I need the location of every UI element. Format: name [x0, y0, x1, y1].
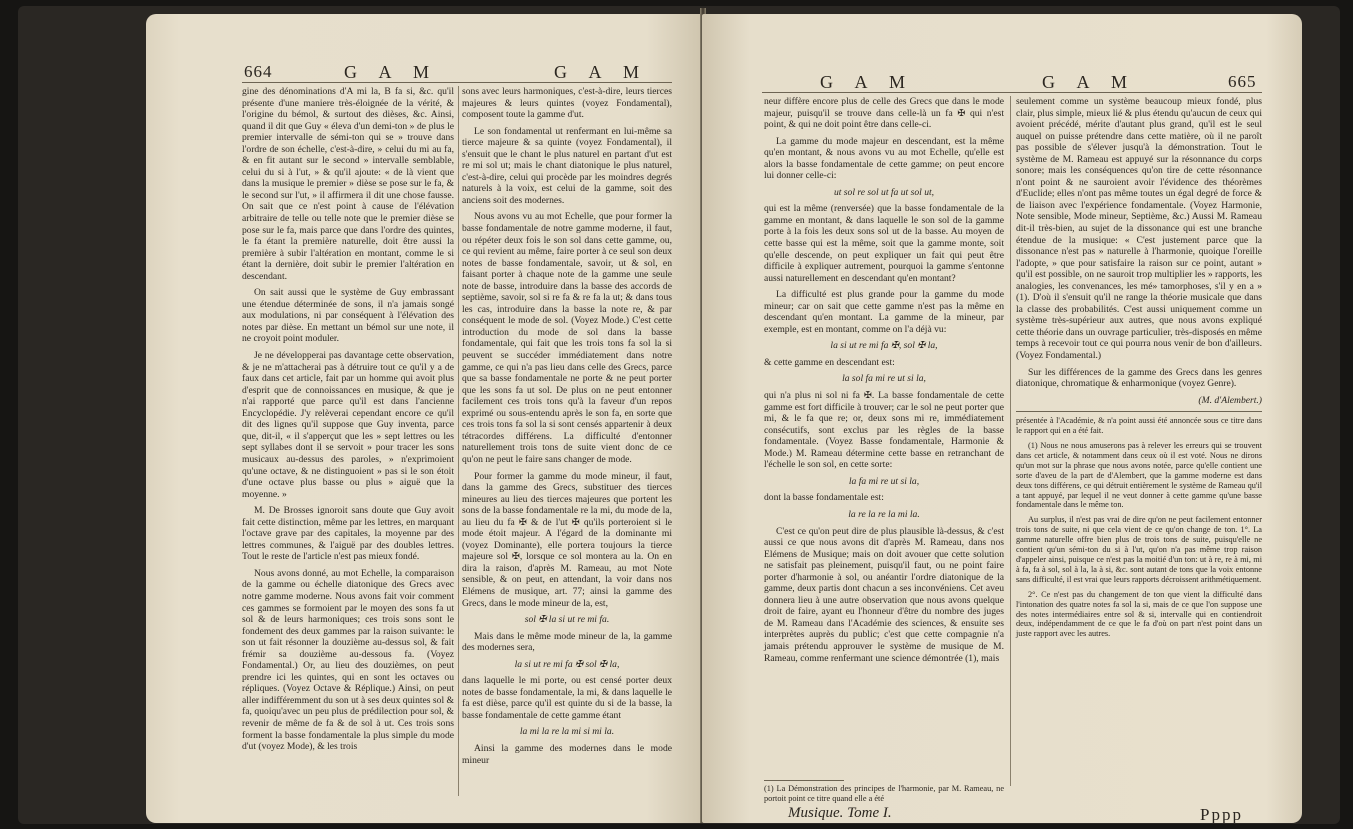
footnote: (1) La Démonstration des principes de l'harmonie, par M. Rameau, ne portoit point ce titre quand elle a été: [764, 784, 1004, 803]
music-notation: sol ✠ la si ut re mi fa.: [524, 614, 610, 626]
note-paragraph: présentée à l'Académie, & n'a point aussi été annoncée sous ce titre dans le rapport qui en a été fait.: [1016, 416, 1262, 436]
paragraph: gine des dénominations d'A mi la, B fa si, &c. qu'il présente d'une maniere très-éloignée de la vérité, & l'origine du bémol, & surtout des dièses, &c. Ainsi, quand il dit que Guy « éleva d'un demi-ton » de plus le premier intervalle de sémi-ton qui se » trouve dans l'ordre de son échelle, c'est-à-dire, » celui du mi au fa, & en fit autant sur le second » intervalle semblable, celui du si à l'ut, » & qu'il ajoute: « de là vient que dans la musique le premier » dièse se pose sur le fa, & le second sur l'ut, » il affirmera il dit une chose fausse. On sait que ce n'est point à cause de l'élévation arbitraire de telle ou telle note que le premier dièse se pose sur le fa, mais parce que dans l'ordre des quintes, le fa étant la première naturelle, doit être aussi la première à subir l'altération en montant, comme le si étant la dernière, doit subir le premier l'altération en descendant.: [242, 86, 454, 282]
left-page: [146, 14, 702, 823]
column-right: [462, 86, 672, 771]
music-notation: la si ut re mi fa ✠ sol ✠ la,: [514, 658, 620, 670]
paragraph: Nous avons donné, au mot Echelle, la comparaison de la gamme ou échelle diatonique des Grecs avec notre gamme moderne. Nous avons fait voir comment ces gammes se formoient par le moyen des sons fa ut sol & de leurs harmoniques; ces trois sons sont le fondement des deux gammes par la raison suivante: le son ut fait résonner la douzième au-dessus sol, & fait frémir sa douzième au-dessous fa. (Voyez Fondamental.) Or, au lieu des douzièmes, on peut prendre ici les quintes, qui en sont les octaves ou répliques. (Voyez Octave & Réplique.) Ainsi, on peut aller indifféremment du son ut à ses deux quintes sol & fa, quoiqu'avec un peu plus de prédilection pour sol, & revenir de même de fa & de sol à ut. Ces trois sons forment la basse fondamentale la plus simple du mode d'ut (voyez Mode), & les trois: [242, 567, 454, 753]
paragraph: Mais dans le même mode mineur de la, la gamme des modernes sera,: [462, 630, 672, 654]
paragraph: neur diffère encore plus de celle des Grecs que dans le mode majeur, puisqu'il se trouve dans celle-là un fa ✠ qui n'est point, & qui ne doit point être dans celle-ci.: [764, 96, 1004, 131]
note-paragraph: 2°. Ce n'est pas du changement de ton que vient la difficulté dans l'intonation des quatre notes fa sol la si, mais de ce que l'on suppose une des notes intermédiaires entre sol & si, intervalle qui en contiendroit deux, indépendamment de ce que le fa d'où on part n'est point dans un juste rapport avec les autres.: [1016, 589, 1262, 639]
running-head: G A M: [344, 62, 439, 82]
paragraph: & cette gamme en descendant est:: [764, 356, 895, 368]
running-head: G A M: [1042, 72, 1137, 92]
running-head: G A M: [820, 72, 915, 92]
note-paragraph: (1) Nous ne nous amuserons pas à relever les erreurs qui se trouvent dans cet article, & notamment dans ceux où il est voté. Nous ne dirons qu'un mot sur la phrase que nous avons notée, parce qu'elle contient une sorte d'aveu de la part de d'Alembert, que la gamme moderne est dans deux tons différens, ce qui détruit entièrement le système de Rameau qu'il a tant appuyé, par lequel il ne veut donner à cette gamme qu'une basse fondamentale dans le même ton.: [1016, 441, 1262, 510]
column-divider: [458, 86, 459, 796]
paragraph: La difficulté est plus grande pour la gamme du mode mineur; car on sait que cette gamme n'est pas la même en descendant qu'en montant. La gamme de la mineur, par exemple, est en montant, comme on l'a déjà vu:: [764, 289, 1004, 335]
notes-rule: [1016, 411, 1262, 412]
signature-line: Musique. Tome I.: [788, 805, 892, 821]
page-number: 664: [244, 62, 273, 81]
column-right: [1016, 96, 1262, 644]
music-notation: la re la re la mi la.: [848, 508, 920, 520]
paragraph: M. De Brosses ignoroit sans doute que Guy avoit fait cette distinction, même par les lettres, en marquant l'octave grave par des capitales, la moyenne par des lettres communes, & l'aiguë par des doubles lettres. Tout le reste de l'article n'est pas mieux fondé.: [242, 505, 454, 563]
music-notation: ut sol re sol ut fa ut sol ut,: [833, 186, 935, 198]
paragraph: C'est ce qu'on peut dire de plus plausible là-dessus, & c'est aussi ce que nous avons dit d'après M. Rameau, dans nos Elémens de Musique; mais on doit avouer que cette solution ne satisfait pas pleinement, puisqu'il faut, ou ne point faire porter d'harmonie à sol, ou anéantir l'ordre diatonique de la gamme, deux partis dont chacun a ses inconvéniens. Cet aveu donnera lieu à une autre observation que nous avons quelque droit de faire, ayant eu l'honneur d'être du nombre des juges de M. Rameau dans l'Académie des sciences, & ensuite ses interprètes auprès du public; c'est que cette compagnie n'a jamais prétendu approuver le système de musique de M. Rameau, comme renfermant une science démontrée (1), mais: [764, 525, 1004, 664]
paragraph: Le son fondamental ut renfermant en lui-même sa tierce majeure & sa quinte (voyez Fondamental), il s'ensuit que le chant le plus naturel en partant d'ut est re mi sol ut; mais le chant diatonique le plus naturel, c'est-à-dire, celui qui procède par les moindres degrés naturels à la voix, est celui de la gamme, soit des anciens soit des modernes.: [462, 125, 672, 206]
music-notation: la fa mi re ut si la,: [848, 475, 920, 487]
paragraph: sons avec leurs harmoniques, c'est-à-dire, leurs tierces majeures & leurs quintes (voyez Fondamental), composent toute la gamme d'ut.: [462, 86, 672, 121]
paragraph: seulement comme un système beaucoup mieux fondé, plus clair, plus simple, mieux lié & plus étendu qu'aucun de ceux qui avoient précédé, mérite d'autant plus grand, qu'il est le seul auquel on puisse prétendre dans cette matière, où il ne paroît pas possible de s'élever jusqu'à la démonstration. Tout le système de M. Rameau est appuyé sur la résonnance du corps sonore; mais les conséquences qu'on tire de cette résonnance n'ont point & ne sauroient avoir l'évidence des théorèmes d'Euclide; elles n'ont pas même toutes un égal degré de force & de liaison avec l'expérience fondamentale. (Voyez Harmonie, Note sensible, Mode mineur, Septième, &c.) Aussi M. Rameau dit-il très-bien, au sujet de la dissonance qui est une branche étendue de la musique: « C'est justement parce que la dissonance n'est pas » naturelle à l'harmonie, quoique l'oreille l'adopte, » que pour satisfaire la raison sur ce point, autant » qu'il est possible, on ne sauroit trop multiplier les » rapports, les analogies, les convenances, les mé» tamorphoses, s'il y en a » (1). D'où il s'ensuit qu'il ne range la théorie musicale que dans la classe des probabilités. C'est aussi uniquement comme un système très-supérieur aux autres, que nous avons expliqué cette théorie dans un ouvrage particulier, très-disposés en même temps à recevoir tout ce qui pourra nous venir de bon d'ailleurs. (Voyez Fondamental.): [1016, 96, 1262, 362]
music-notation: la si ut re mi fa ✠, sol ✠ la,: [830, 340, 938, 352]
header-rule: [762, 92, 1262, 93]
paragraph: Nous avons vu au mot Echelle, que pour former la basse fondamentale de notre gamme moderne, il faut, ou répéter deux fois le son sol dans cette gamme, ou, ce qui revient au même, faire porter à ce seul son deux notes de basse fondamentale, savoir, ut & sol, en faisant porter à chaque note de la gamme une seule note de basse, introduire dans la basse des accords de septième, savoir, sol si re fa & re fa la ut; & dans tous les cas, introduire dans la basse la note re, & par conséquent le mode de sol. (Voyez Mode.) C'est cette introduction du mode de sol dans la basse fondamentale, qui fait que les trois tons fa sol la si peuvent se succéder immédiatement dans notre gamme, ce qui n'a pas lieu dans celle des Grecs, parce que sa basse fondamentale ne porte & ne peut porter que les sons fa ut sol. De plus on ne peut entonner facilement ces trois tons qu'à la faveur d'un repos exprimé ou sous-entendu après le son fa, en sorte que ces trois tons fa sol la si sont censés appartenir à deux tétracordes différens. La difficulté d'entonner naturellement trois tons de suite vient donc de ce qu'on ne peut le faire sans changer de mode.: [462, 211, 672, 465]
paragraph: On sait aussi que le système de Guy embrassant une étendue déterminée de sons, il n'a jamais songé aux modulations, ni par conséquent à l'élévation des notes par dièse. En mettant un bémol sur une note, il ne croyoit point moduler.: [242, 287, 454, 345]
music-notation: la sol fa mi re ut si la,: [842, 373, 926, 385]
author-signature: (M. d'Alembert.): [1198, 394, 1262, 406]
editor-notes: [1016, 416, 1262, 639]
signature-mark: Pppp: [1200, 805, 1243, 823]
header-rule: [242, 82, 672, 83]
paragraph: Sur les différences de la gamme des Grecs dans les genres diatonique, chromatique & enharmonique (voyez Genre).: [1016, 366, 1262, 390]
paragraph: qui est la même (renversée) que la basse fondamentale de la gamme en montant, & dans laquelle le son sol de la gamme porte à la fois les deux sons sol ut de la basse. Au moyen de cette basse qui est la même, soit que la gamme monte, soit qu'elle descende, on peut expliquer un fait qui peut être difficile à expliquer autrement, pourquoi la gamme s'entonne aussi naturellement en descendant qu'en montant?: [764, 203, 1004, 284]
right-page: [702, 14, 1302, 823]
paragraph: Ainsi la gamme des modernes dans le mode mineur: [462, 742, 672, 766]
paragraph: dans laquelle le mi porte, ou est censé porter deux notes de basse fondamentale, la mi, & dans laquelle le fa est dièse, parce qu'il est quinte du si de la basse, la basse fondamentale de cette gamme étant: [462, 675, 672, 721]
page-number: 665: [1228, 72, 1257, 91]
footnote-rule: [764, 780, 844, 781]
column-left: [764, 96, 1004, 669]
music-notation: la mi la re la mi si mi la.: [519, 726, 615, 738]
column-left: [242, 86, 454, 758]
paragraph: dont la basse fondamentale est:: [764, 492, 884, 504]
running-head: G A M: [554, 62, 649, 82]
paragraph: qui n'a plus ni sol ni fa ✠. La basse fondamentale de cette gamme est fort difficile à trouver; car le sol ne peut porter que mi, & le fa que re; or, deux sons mi re, immédiatement consécutifs, sont exclus par les règles de la basse fondamentale. (Voyez Basse fondamentale, Harmonie & Mode.) M. Rameau détermine cette basse en retranchant de l'échelle le son sol, en cette sorte:: [764, 390, 1004, 471]
column-divider: [1010, 96, 1011, 786]
paragraph: Je ne développerai pas davantage cette observation, & je ne m'attacherai pas à détruire tout ce qu'il y a de faux dans cet article, fait par un homme qui avoit plus d'esprit que de connoissances en musique, & que je n'ai rapporté que parce qu'il est dans l'ancienne Encyclopédie. J'y relèverai cependant encore ce qu'il dit des lignes qu'il suppose que Guy inventa, parce que, dit-il, « il s'apperçut que les » sept lettres ou les sept syllabes dont il se servoit » pour tracer les sons musicaux au-dessus des paroles, » n'exprimoient qu'une octave, & ne distinguoient » pas si le son étoit d'une octave plus basse ou plus » aiguë que la moyenne. »: [242, 350, 454, 500]
note-paragraph: Au surplus, il n'est pas vrai de dire qu'on ne peut facilement entonner trois tons de suite, ni que cela vient de ce qu'on change de ton. 1°. La gamme naturelle offre bien plus de trois tons de suite, puisqu'elle ne contient qu'un sémi-ton du si à l'ut, qu'on n'a pas même trop raison d'appeler ainsi, puisque ce n'est pas la moitié d'un ton: ut à re, re à mi, mi à fa, fa à sol, sol à la, la à si, &c. sont autant de tons que la voix entonne sans difficulté, il est vrai que leurs rapports décroissent arithmétiquement.: [1016, 515, 1262, 584]
paragraph: La gamme du mode majeur en descendant, est la même qu'en montant, & nous avons vu au mot Echelle, qu'elle est alors la basse fondamentale de cette gamme; on peut encore lui donner celle-ci:: [764, 135, 1004, 182]
paragraph: Pour former la gamme du mode mineur, il faut, dans la gamme des Grecs, substituer des tierces mineures au lieu des tierces majeures que portent les sons de la basse fondamentale re la mi, du mode de la, au lieu du fa ✠ & de l'ut ✠ qu'ils porteroient si le mode étoit majeur. A l'égard de la dominante mi (voyez Dominante), elle portera toujours la tierce majeure sol ✠, lorsque ce sol montera au la. On en dira la raison, d'après M. Rameau, au mot Note sensible, & on peut, en attendant, la voir dans nos Elémens de musique, art. 77; ainsi la gamme des Grecs, dans le mode mineur de la, est,: [462, 470, 672, 609]
